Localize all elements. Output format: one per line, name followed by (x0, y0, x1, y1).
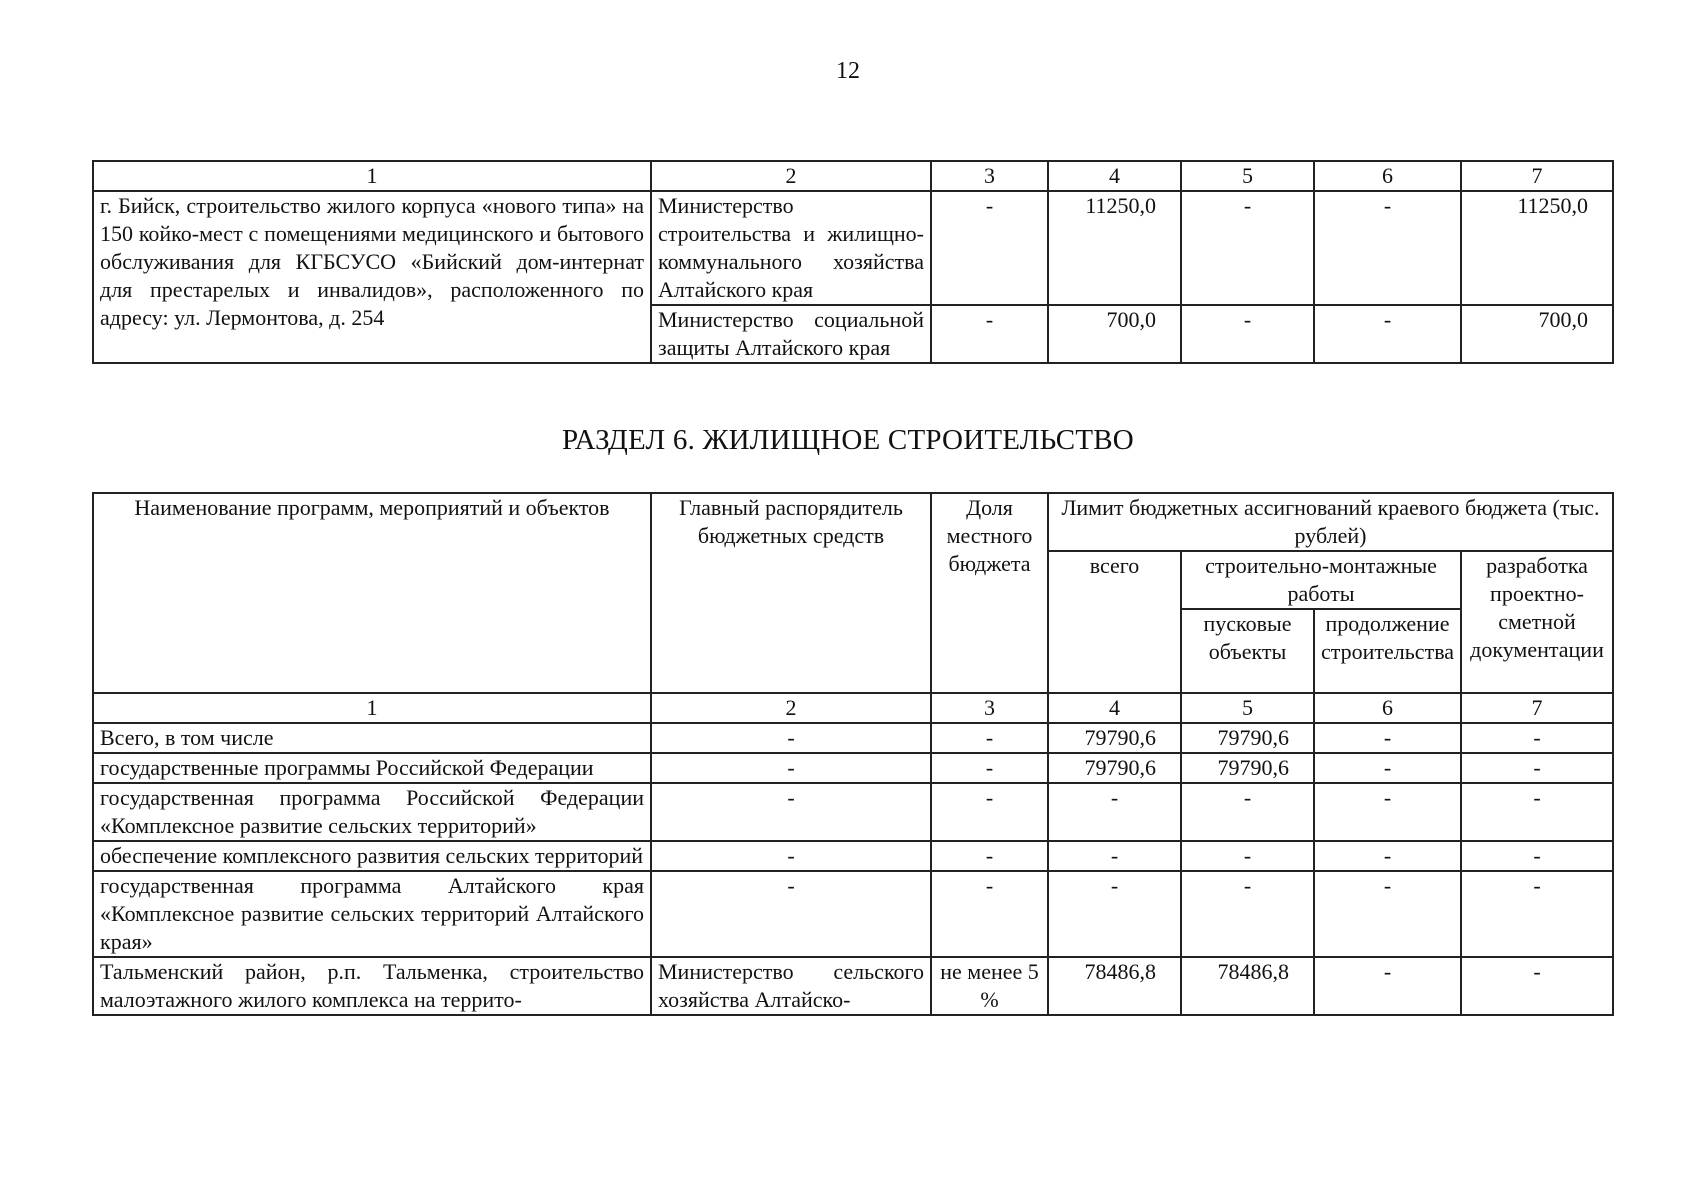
column-index: 7 (1461, 693, 1613, 723)
local-share-cell: - (931, 841, 1048, 871)
local-share-cell: - (931, 305, 1048, 363)
column-index: 2 (651, 161, 931, 191)
column-index: 4 (1048, 161, 1181, 191)
column-index: 5 (1181, 161, 1314, 191)
program-name-cell: государственная программа Алтайского края «Комплексное развитие сельских территорий Алтайского края» (93, 871, 651, 957)
design-cell: - (1461, 753, 1613, 783)
table-row (93, 191, 1613, 305)
header-row (93, 493, 1613, 551)
continuation-cell: - (1314, 191, 1461, 305)
continuation-cell: - (1314, 753, 1461, 783)
launch-cell: 79790,6 (1181, 723, 1314, 753)
column-index-row (93, 161, 1613, 191)
housing-construction-table (92, 492, 1614, 1016)
column-index: 7 (1461, 161, 1613, 191)
design-cell: 11250,0 (1461, 191, 1613, 305)
distributor-cell: - (651, 841, 931, 871)
table-row (93, 753, 1613, 783)
column-index: 2 (651, 693, 931, 723)
total-cell: 78486,8 (1048, 957, 1181, 1015)
header-launch: пусковые объекты (1181, 609, 1314, 693)
header-design: разработка проектно-сметной документации (1461, 551, 1613, 693)
page-number: 12 (836, 58, 860, 84)
program-name-cell: Всего, в том числе (93, 723, 651, 753)
column-index: 6 (1314, 693, 1461, 723)
launch-cell: - (1181, 305, 1314, 363)
header-limit: Лимит бюджетных ассигнований краевого бюджета (тыс. рублей) (1048, 493, 1613, 551)
design-cell: - (1461, 723, 1613, 753)
design-cell: - (1461, 871, 1613, 957)
table-row (93, 783, 1613, 841)
column-index: 6 (1314, 161, 1461, 191)
column-index: 3 (931, 693, 1048, 723)
local-share-cell: - (931, 191, 1048, 305)
local-share-cell: - (931, 783, 1048, 841)
column-index: 5 (1181, 693, 1314, 723)
design-cell: - (1461, 841, 1613, 871)
total-cell: 11250,0 (1048, 191, 1181, 305)
local-share-cell: не менее 5 % (931, 957, 1048, 1015)
total-cell: - (1048, 871, 1181, 957)
total-cell: 79790,6 (1048, 753, 1181, 783)
launch-cell: - (1181, 871, 1314, 957)
continuation-cell: - (1314, 957, 1461, 1015)
section-title: РАЗДЕЛ 6. ЖИЛИЩНОЕ СТРОИТЕЛЬСТВО (562, 424, 1134, 456)
distributor-cell: - (651, 723, 931, 753)
total-cell: 700,0 (1048, 305, 1181, 363)
header-total: всего (1048, 551, 1181, 693)
continuation-cell: - (1314, 871, 1461, 957)
header-construction: строительно-монтажные работы (1181, 551, 1461, 609)
total-cell: 79790,6 (1048, 723, 1181, 753)
header-name: Наименование программ, мероприятий и объектов (93, 493, 651, 693)
design-cell: - (1461, 957, 1613, 1015)
continuation-cell: - (1314, 723, 1461, 753)
program-name-cell: обеспечение комплексного развития сельских территорий (93, 841, 651, 871)
distributor-cell: Министерство социальной защиты Алтайского края (651, 305, 931, 363)
local-share-cell: - (931, 871, 1048, 957)
column-index: 3 (931, 161, 1048, 191)
launch-cell: - (1181, 191, 1314, 305)
total-cell: - (1048, 841, 1181, 871)
table-row (93, 957, 1613, 1015)
distributor-cell: - (651, 871, 931, 957)
table-row (93, 871, 1613, 957)
construction-table-continued (92, 160, 1614, 364)
continuation-cell: - (1314, 305, 1461, 363)
design-cell: 700,0 (1461, 305, 1613, 363)
launch-cell: 78486,8 (1181, 957, 1314, 1015)
column-index: 1 (93, 693, 651, 723)
continuation-cell: - (1314, 841, 1461, 871)
continuation-cell: - (1314, 783, 1461, 841)
table-row (93, 841, 1613, 871)
launch-cell: - (1181, 841, 1314, 871)
design-cell: - (1461, 783, 1613, 841)
distributor-cell: Министерство строительства и жилищно-коммунального хозяйства Алтайского края (651, 191, 931, 305)
local-share-cell: - (931, 723, 1048, 753)
header-local-share: Доля местного бюджета (931, 493, 1048, 693)
column-index-row (93, 693, 1613, 723)
header-continuation: продолжение строительства (1314, 609, 1461, 693)
program-name-cell: Тальменский район, р.п. Тальменка, строительство малоэтажного жилого комплекса на террито- (93, 957, 651, 1015)
header-distributor: Главный распорядитель бюджетных средств (651, 493, 931, 693)
distributor-cell: - (651, 783, 931, 841)
column-index: 4 (1048, 693, 1181, 723)
total-cell: - (1048, 783, 1181, 841)
program-name-cell: государственные программы Российской Федерации (93, 753, 651, 783)
table-row (93, 723, 1613, 753)
launch-cell: - (1181, 783, 1314, 841)
object-name-cell: г. Бийск, строительство жилого корпуса «нового типа» на 150 койко-мест с помещениями медицинского и бытового обслуживания для КГБСУСО «Бийский дом-интернат для престарелых и инвалидов», расположенного по адресу: ул. Лермонтова, д. 254 (93, 191, 651, 363)
distributor-cell: - (651, 753, 931, 783)
program-name-cell: государственная программа Российской Федерации «Комплексное развитие сельских территорий» (93, 783, 651, 841)
launch-cell: 79790,6 (1181, 753, 1314, 783)
local-share-cell: - (931, 753, 1048, 783)
column-index: 1 (93, 161, 651, 191)
distributor-cell: Министерство сельского хозяйства Алтайско- (651, 957, 931, 1015)
